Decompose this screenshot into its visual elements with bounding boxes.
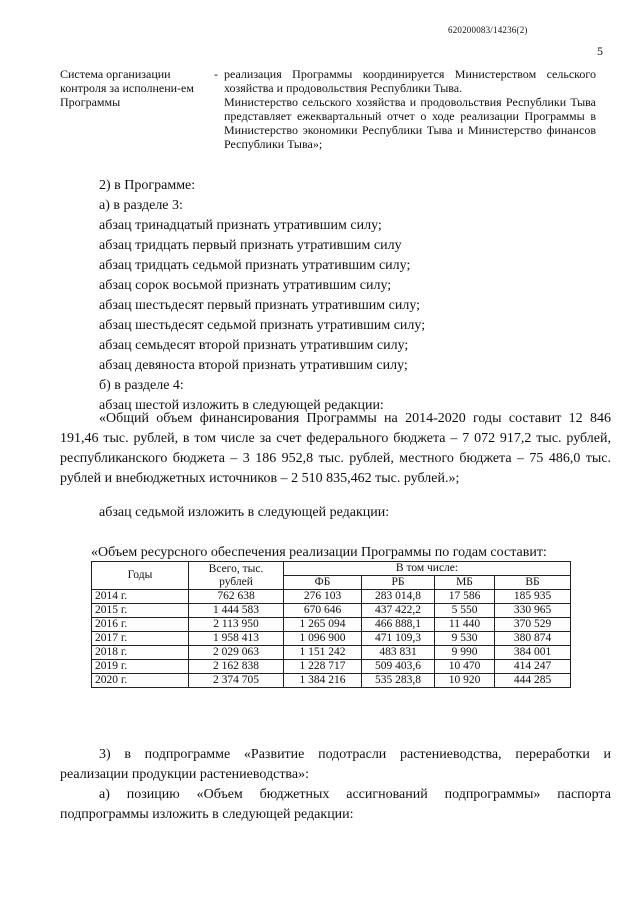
cell-rb: 509 403,6 [362,660,435,674]
amendment-line: абзац шестьдесят первый признать утратившим силу; [99,298,421,313]
position-paragraph-text: а) позицию «Объем бюджетных ассигнований подпрограммы» паспорта подпрограммы изложить в следующей редакции: [60,787,611,822]
cell-rb: 437 422,2 [362,604,435,618]
subprogram-paragraph-text: 3) в подпрограмме «Развитие подотрасли растениеводства, переработки и реализации продукции растениеводства»: [60,747,611,782]
amendment-line: абзац девяноста второй признать утратившим силу; [99,358,408,373]
cell-rb: 535 283,8 [362,674,435,688]
cell-year: 2019 г. [92,660,189,674]
amendment-line: абзац тридцать первый признать утратившим силу [99,238,402,253]
table-caption: «Объем ресурсного обеспечения реализации Программы по годам составит: [91,545,547,560]
table-row [92,674,571,688]
cell-rb: 283 014,8 [362,590,435,604]
cell-year: 2020 г. [92,674,189,688]
cell-total: 1 958 413 [189,632,284,646]
control-system-dash: - [214,67,218,81]
amendment-line: 2) в Программе: [99,178,196,193]
table-row [92,604,571,618]
cell-vb: 384 001 [495,646,571,660]
cell-year: 2016 г. [92,618,189,632]
amendment-line: абзац тридцать седьмой признать утратившим силу; [99,258,411,273]
amendment-line: а) в разделе 3: [99,198,183,213]
cell-year: 2015 г. [92,604,189,618]
header-total: Всего, тыс. рублей [189,562,284,590]
cell-mb: 10 920 [435,674,495,688]
cell-vb: 444 285 [495,674,571,688]
cell-fb: 1 384 216 [284,674,362,688]
table-header-row [92,562,571,576]
header-vb: ВБ [495,576,571,590]
header-fb: ФБ [284,576,362,590]
cell-rb: 471 109,3 [362,632,435,646]
control-system-text-1: реализация Программы координируется Министерством сельского хозяйства и продовольствия Республики Тыва. [224,67,596,95]
amendment-line: абзац семьдесят второй признать утратившим силу; [99,338,409,353]
cell-total: 1 444 583 [189,604,284,618]
cell-total: 762 638 [189,590,284,604]
amendment-line: абзац тринадцатый признать утратившим силу; [99,218,382,233]
cell-year: 2018 г. [92,646,189,660]
amendment-line: абзац сорок восьмой признать утратившим силу; [99,278,392,293]
cell-fb: 1 228 717 [284,660,362,674]
cell-total: 2 374 705 [189,674,284,688]
cell-fb: 1 265 094 [284,618,362,632]
control-system-text-2: Министерство сельского хозяйства и продовольствия Республики Тыва представляет ежеквартальный отчет о ходе реализации Программы в Министерство экономики Республики Тыва и Министерство финансов Республики Тыва»; [224,95,596,151]
cell-fb: 1 096 900 [284,632,362,646]
header-years: Годы [92,562,189,590]
cell-mb: 10 470 [435,660,495,674]
header-mb: МБ [435,576,495,590]
control-system-label: Система организации контроля за исполнени-ем Программы [60,67,194,109]
financing-paragraph [60,409,611,489]
cell-total: 2 113 950 [189,618,284,632]
cell-vb: 330 965 [495,604,571,618]
cell-mb: 9 990 [435,646,495,660]
position-paragraph [60,785,611,825]
cell-year: 2014 г. [92,590,189,604]
table-row [92,660,571,674]
table-row [92,632,571,646]
header-including: В том числе: [284,562,571,576]
cell-mb: 17 586 [435,590,495,604]
table-row [92,618,571,632]
cell-mb: 9 530 [435,632,495,646]
amendment-line: абзац шестой изложить в следующей редакции: [99,398,384,413]
cell-total: 2 029 063 [189,646,284,660]
page-number: 5 [597,44,603,58]
control-system-text [224,67,596,151]
cell-vb: 414 247 [495,660,571,674]
cell-total: 2 162 838 [189,660,284,674]
cell-fb: 1 151 242 [284,646,362,660]
cell-mb: 5 550 [435,604,495,618]
amendment-line: б) в разделе 4: [99,378,184,393]
table-row [92,590,571,604]
cell-vb: 380 874 [495,632,571,646]
document-number: 620200083/14236(2) [448,25,528,35]
cell-rb: 466 888,1 [362,618,435,632]
funding-table [91,561,571,688]
table-row [92,646,571,660]
seventh-paragraph-line: абзац седьмой изложить в следующей редакции: [99,505,390,520]
cell-fb: 670 646 [284,604,362,618]
cell-mb: 11 440 [435,618,495,632]
subprogram-paragraph [60,745,611,785]
cell-year: 2017 г. [92,632,189,646]
amendment-line: абзац шестьдесят седьмой признать утратившим силу; [99,318,426,333]
financing-paragraph-text: «Общий объем финансирования Программы на 2014-2020 годы составит 12 846 191,46 тыс. рублей, в том числе за счет федерального бюджета – 7 072 917,2 тыс. рублей, республиканского бюджета – 3 186 952,8 тыс. рублей, местного бюджета – 75 486,0 тыс. рублей и внебюджетных источников – 2 510 835,462 тыс. рублей.»; [60,411,611,486]
cell-vb: 370 529 [495,618,571,632]
cell-vb: 185 935 [495,590,571,604]
header-rb: РБ [362,576,435,590]
cell-rb: 483 831 [362,646,435,660]
cell-fb: 276 103 [284,590,362,604]
amendment-list [99,176,425,416]
